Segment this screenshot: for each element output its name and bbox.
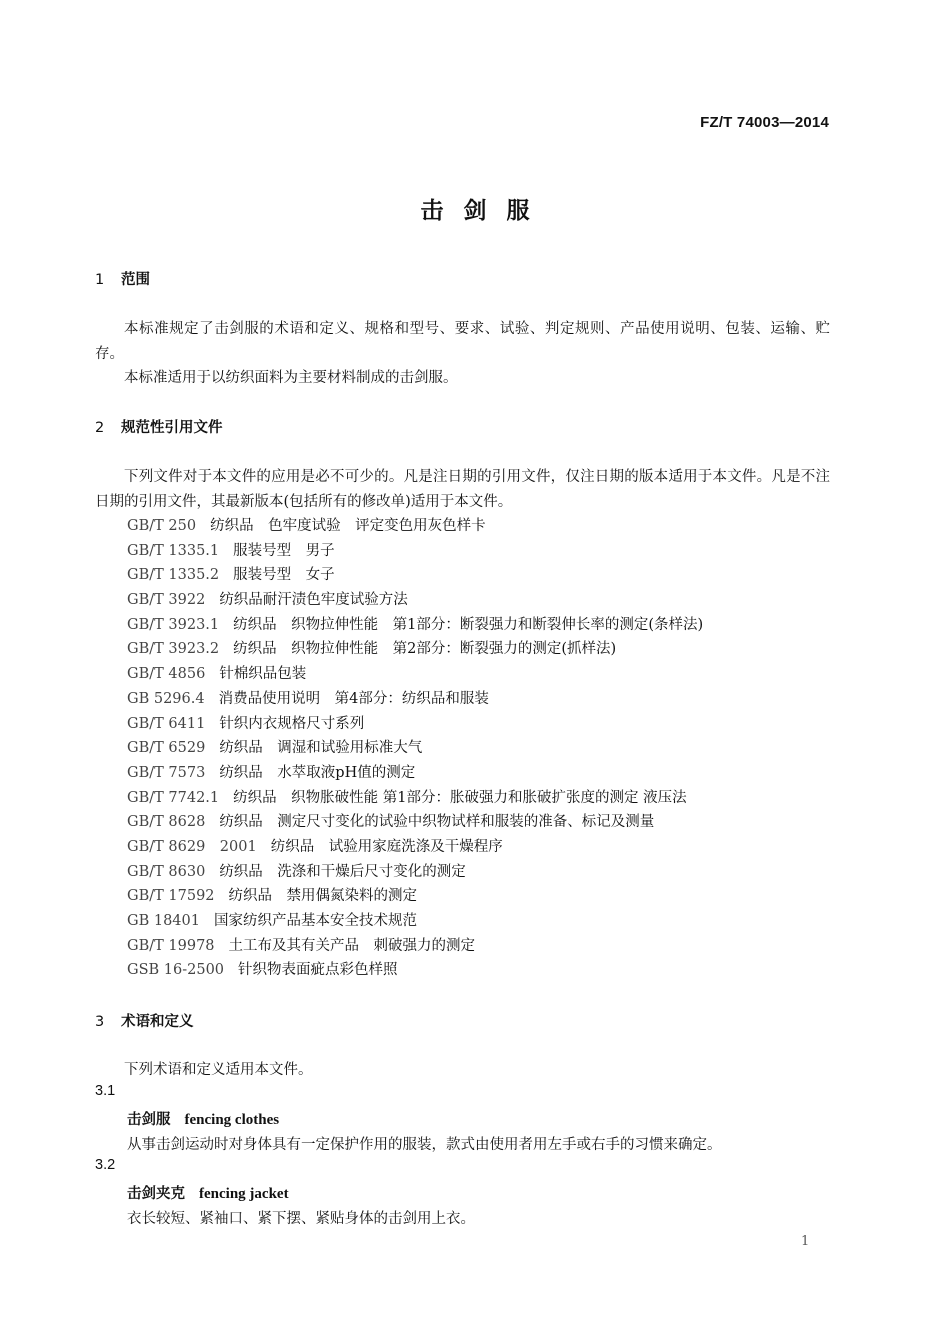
reference-title: 纺织品 禁用偶氮染料的测定 [228, 888, 418, 905]
section-number: 1 [95, 272, 105, 288]
reference-code: GB/T 7742.1 [127, 789, 220, 806]
standard-code: FZ/T 74003—2014 [700, 114, 829, 131]
term-name-en: fencing clothes [184, 1112, 280, 1128]
reference-item [127, 884, 703, 909]
reference-code: GB/T 3923.1 [127, 616, 220, 633]
reference-item [127, 514, 703, 539]
reference-title: 纺织品 试验用家庭洗涤及干燥程序 [270, 838, 503, 855]
scope-paragraph-1: 本标准规定了击剑服的术语和定义、规格和型号、要求、试验、判定规则、产品使用说明、包装、运输、贮存。 [95, 321, 830, 362]
section-2-heading [95, 416, 223, 437]
terms-intro: 下列术语和定义适用本文件。 [124, 1062, 313, 1078]
reference-code: GB/T 6529 [127, 740, 206, 757]
reference-item [127, 810, 703, 835]
reference-item [127, 687, 703, 712]
scope-paragraph-2: 本标准适用于以纺织面料为主要材料制成的击剑服。 [124, 370, 458, 386]
term-number: 3.1 [95, 1083, 116, 1099]
reference-item [127, 934, 703, 959]
term-name-cn: 击剑夹克 [127, 1186, 185, 1202]
reference-code: GB/T 4856 [127, 666, 206, 683]
reference-code: GB/T 8630 [127, 863, 206, 880]
reference-title: 服装号型 女子 [233, 567, 335, 584]
term-number: 3.2 [95, 1157, 116, 1173]
reference-code: GB/T 17592 [127, 888, 215, 905]
reference-code: GB 5296.4 [127, 690, 205, 707]
term-definition: 从事击剑运动时对身体具有一定保护作用的服装，款式由使用者用左手或右手的习惯来确定。 [127, 1137, 722, 1153]
reference-title: 国家纺织产品基本安全技术规范 [213, 913, 417, 929]
reference-code: GB/T 7573 [127, 764, 206, 781]
reference-list [127, 514, 703, 983]
section-number: 2 [95, 420, 105, 436]
reference-code: GB 18401 [127, 913, 200, 929]
reference-title: 针织物表面疵点彩色样照 [238, 962, 398, 979]
reference-item [127, 563, 703, 588]
reference-item [127, 835, 703, 860]
reference-title: 消费品使用说明 第4部分：纺织品和服装 [218, 690, 489, 707]
reference-title: 针棉织品包装 [219, 666, 307, 683]
reference-title: 针织内衣规格尺寸系列 [219, 715, 365, 732]
reference-title: 纺织品 测定尺寸变化的试验中织物试样和服装的准备、标记及测量 [219, 814, 655, 831]
reference-item [127, 761, 703, 786]
reference-code: GB/T 19978 [127, 937, 215, 954]
reference-title: 纺织品耐汗渍色牢度试验方法 [219, 592, 408, 609]
term-name-cn: 击剑服 [127, 1112, 171, 1128]
reference-title: 纺织品 织物拉伸性能 第2部分：断裂强力的测定(抓样法) [233, 641, 617, 658]
reference-code: GB/T 8628 [127, 814, 206, 831]
reference-item [127, 860, 703, 885]
reference-title: 纺织品 调湿和试验用标准大气 [219, 740, 423, 757]
reference-item [127, 637, 703, 662]
term-name [127, 1182, 289, 1203]
references-intro: 下列文件对于本文件的应用是必不可少的。凡是注日期的引用文件，仅注日期的版本适用于本文件。凡是不注日期的引用文件，其最新版本(包括所有的修改单)适用于本文件。 [95, 469, 830, 510]
reference-code: GSB 16-2500 [127, 962, 225, 979]
reference-title: 纺织品 色牢度试验 评定变色用灰色样卡 [210, 518, 486, 534]
reference-title: 土工布及其有关产品 刺破强力的测定 [228, 937, 476, 954]
reference-title: 纺织品 洗涤和干燥后尺寸变化的测定 [219, 863, 466, 880]
reference-code: GB/T 250 [127, 518, 197, 534]
reference-item [127, 588, 703, 613]
reference-title: 纺织品 水萃取液pH值的测定 [219, 764, 416, 781]
reference-title: 纺织品 织物拉伸性能 第1部分：断裂强力和断裂伸长率的测定(条样法) [233, 616, 704, 633]
reference-code: GB/T 1335.1 [127, 542, 220, 559]
reference-title: 纺织品 织物胀破性能 第1部分：胀破强力和胀破扩张度的测定 液压法 [233, 789, 687, 806]
reference-item [127, 662, 703, 687]
reference-item [127, 786, 703, 811]
reference-item [127, 909, 703, 934]
section-1-heading [95, 268, 150, 289]
reference-item [127, 539, 703, 564]
section-title: 范围 [121, 272, 150, 288]
section-title: 术语和定义 [121, 1014, 194, 1030]
section-3-heading [95, 1010, 194, 1031]
section-number: 3 [95, 1014, 105, 1030]
reference-item [127, 712, 703, 737]
term-definition: 衣长较短、紧袖口、紧下摆、紧贴身体的击剑用上衣。 [127, 1211, 475, 1227]
reference-code: GB/T 6411 [127, 715, 206, 732]
reference-item [127, 958, 703, 983]
reference-item [127, 613, 703, 638]
section-title: 规范性引用文件 [121, 420, 223, 436]
term-name-en: fencing jacket [199, 1186, 289, 1202]
reference-code: GB/T 3923.2 [127, 641, 220, 658]
reference-code: GB/T 1335.2 [127, 567, 220, 584]
reference-title: 服装号型 男子 [233, 542, 335, 559]
reference-item [127, 736, 703, 761]
reference-code: GB/T 8629 2001 [127, 838, 257, 855]
page-number: 1 [801, 1234, 810, 1249]
reference-code: GB/T 3922 [127, 592, 206, 609]
term-name [127, 1108, 279, 1129]
document-title: 击剑服 [420, 198, 550, 224]
